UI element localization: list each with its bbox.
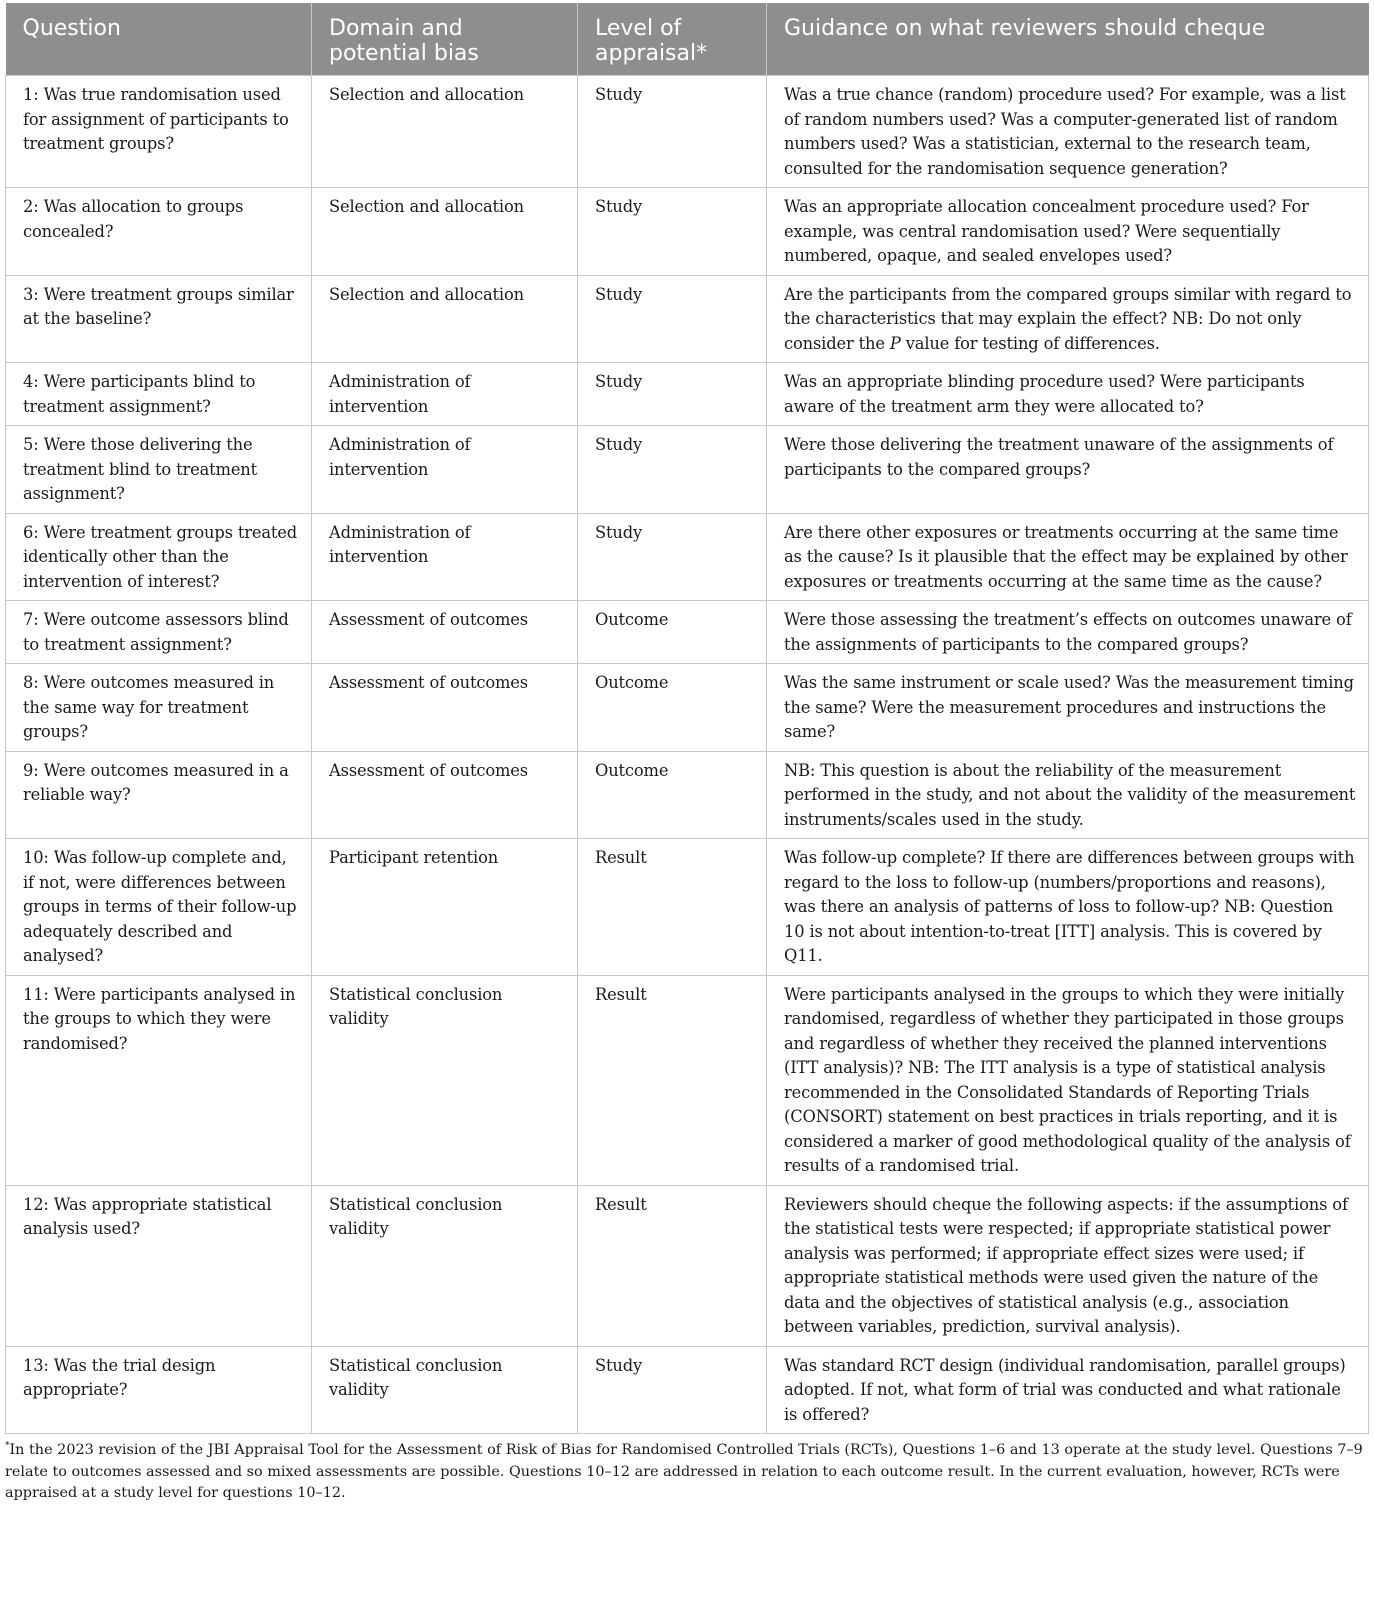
cell-level: Study (578, 513, 767, 601)
cell-question: 1: Was true randomisation used for assignment of participants to treatment groups? (6, 76, 312, 188)
cell-guidance: Are there other exposures or treatments occurring at the same time as the cause? Is it plausible that the effect may be explained by other exposures or treatments occurring at the same time as the cause? (767, 513, 1369, 601)
cell-level: Study (578, 275, 767, 363)
guidance-text: value for testing of differences. (900, 333, 1160, 353)
cell-level: Study (578, 76, 767, 188)
cell-domain: Participant retention (312, 839, 578, 976)
cell-question: 7: Were outcome assessors blind to treatment assignment? (6, 601, 312, 664)
cell-question: 13: Was the trial design appropriate? (6, 1346, 312, 1434)
cell-level: Result (578, 975, 767, 1185)
cell-guidance: Was an appropriate blinding procedure used? Were participants aware of the treatment arm they were allocated to? (767, 363, 1369, 426)
cell-question: 11: Were participants analysed in the groups to which they were randomised? (6, 975, 312, 1185)
cell-question: 3: Were treatment groups similar at the baseline? (6, 275, 312, 363)
cell-guidance: Was standard RCT design (individual randomisation, parallel groups) adopted. If not, what form of trial was conducted and what rationale is offered? (767, 1346, 1369, 1434)
cell-level: Outcome (578, 601, 767, 664)
table-header (6, 3, 1369, 76)
cell-domain: Statistical conclusion validity (312, 1185, 578, 1346)
cell-level: Result (578, 839, 767, 976)
cell-guidance (767, 275, 1369, 363)
cell-level: Outcome (578, 664, 767, 752)
cell-domain: Assessment of outcomes (312, 664, 578, 752)
table-row (6, 839, 1369, 976)
cell-domain: Selection and allocation (312, 76, 578, 188)
cell-question: 9: Were outcomes measured in a reliable way? (6, 751, 312, 839)
table-row (6, 664, 1369, 752)
cell-domain: Assessment of outcomes (312, 601, 578, 664)
table-row (6, 601, 1369, 664)
cell-guidance: Were those delivering the treatment unaware of the assignments of participants to the compared groups? (767, 426, 1369, 514)
cell-domain: Statistical conclusion validity (312, 975, 578, 1185)
cell-guidance: Was the same instrument or scale used? Was the measurement timing the same? Were the measurement procedures and instructions the same? (767, 664, 1369, 752)
cell-question: 8: Were outcomes measured in the same way for treatment groups? (6, 664, 312, 752)
cell-domain: Administration of intervention (312, 426, 578, 514)
cell-guidance: Was an appropriate allocation concealment procedure used? For example, was central randomisation used? Were sequentially numbered, opaque, and sealed envelopes used? (767, 188, 1369, 276)
cell-question: 6: Were treatment groups treated identically other than the intervention of interest? (6, 513, 312, 601)
document-page (5, 3, 1368, 1505)
footnote-marker: * (5, 1441, 10, 1452)
cell-domain: Selection and allocation (312, 275, 578, 363)
cell-question: 12: Was appropriate statistical analysis used? (6, 1185, 312, 1346)
header-row (6, 3, 1369, 76)
cell-level: Outcome (578, 751, 767, 839)
table-row (6, 426, 1369, 514)
cell-domain: Assessment of outcomes (312, 751, 578, 839)
cell-domain: Statistical conclusion validity (312, 1346, 578, 1434)
table-row (6, 975, 1369, 1185)
table-row (6, 751, 1369, 839)
cell-question: 2: Was allocation to groups concealed? (6, 188, 312, 276)
table-row (6, 363, 1369, 426)
cell-domain: Selection and allocation (312, 188, 578, 276)
header-level: Level of appraisal* (578, 3, 767, 76)
cell-guidance: NB: This question is about the reliability of the measurement performed in the study, and not about the validity of the measurement instruments/scales used in the study. (767, 751, 1369, 839)
table-row (6, 76, 1369, 188)
cell-domain: Administration of intervention (312, 363, 578, 426)
cell-guidance: Was follow-up complete? If there are differences between groups with regard to the loss to follow-up (numbers/proportions and reasons), was there an analysis of patterns of loss to follow-up? NB: Question 10 is not about intention-to-treat [ITT] analysis. This is covered by Q11. (767, 839, 1369, 976)
cell-question: 4: Were participants blind to treatment assignment? (6, 363, 312, 426)
footnote-text: In the 2023 revision of the JBI Appraisal Tool for the Assessment of Risk of Bias for Randomised Controlled Trials (RCTs), Questions 1–6 and 13 operate at the study level. Questions 7–9 relate to outcomes assessed and so mixed assessments are possible. Questions 10–12 are addressed in relation to each outcome result. In the current evaluation, however, RCTs were appraised at a study level for questions 10–12. (5, 1442, 1363, 1501)
cell-level: Study (578, 426, 767, 514)
cell-level: Study (578, 363, 767, 426)
table-row (6, 1185, 1369, 1346)
guidance-text: Are the participants from the compared groups similar with regard to the characteristics that may explain the effect? NB: Do not only consider the (784, 284, 1352, 353)
table-footnote (5, 1440, 1368, 1505)
table-row (6, 188, 1369, 276)
cell-level: Study (578, 188, 767, 276)
cell-guidance: Reviewers should cheque the following aspects: if the assumptions of the statistical tests were respected; if appropriate statistical power analysis was performed; if appropriate effect sizes were used; if appropriate statistical methods were used given the nature of the data and the objectives of statistical analysis (e.g., association between variables, prediction, survival analysis). (767, 1185, 1369, 1346)
header-question: Question (6, 3, 312, 76)
header-guidance: Guidance on what reviewers should cheque (767, 3, 1369, 76)
table-row (6, 513, 1369, 601)
cell-question: 10: Was follow-up complete and, if not, were differences between groups in terms of their follow-up adequately described and analysed? (6, 839, 312, 976)
cell-question: 5: Were those delivering the treatment blind to treatment assignment? (6, 426, 312, 514)
cell-domain: Administration of intervention (312, 513, 578, 601)
cell-level: Result (578, 1185, 767, 1346)
table-row (6, 275, 1369, 363)
cell-guidance: Were those assessing the treatment’s effects on outcomes unaware of the assignments of participants to the compared groups? (767, 601, 1369, 664)
table-row (6, 1346, 1369, 1434)
header-domain: Domain and potential bias (312, 3, 578, 76)
p-value-symbol: P (889, 333, 901, 353)
cell-level: Study (578, 1346, 767, 1434)
appraisal-table (5, 3, 1369, 1434)
cell-guidance: Was a true chance (random) procedure used? For example, was a list of random numbers used? Was a computer-generated list of random numbers used? Was a statistician, external to the research team, consulted for the randomisation sequence generation? (767, 76, 1369, 188)
table-body (6, 76, 1369, 1434)
cell-guidance: Were participants analysed in the groups to which they were initially randomised, regardless of whether they participated in those groups and regardless of whether they received the planned interventions (ITT analysis)? NB: The ITT analysis is a type of statistical analysis recommended in the Consolidated Standards of Reporting Trials (CONSORT) statement on best practices in trials reporting, and it is considered a marker of good methodological quality of the analysis of results of a randomised trial. (767, 975, 1369, 1185)
